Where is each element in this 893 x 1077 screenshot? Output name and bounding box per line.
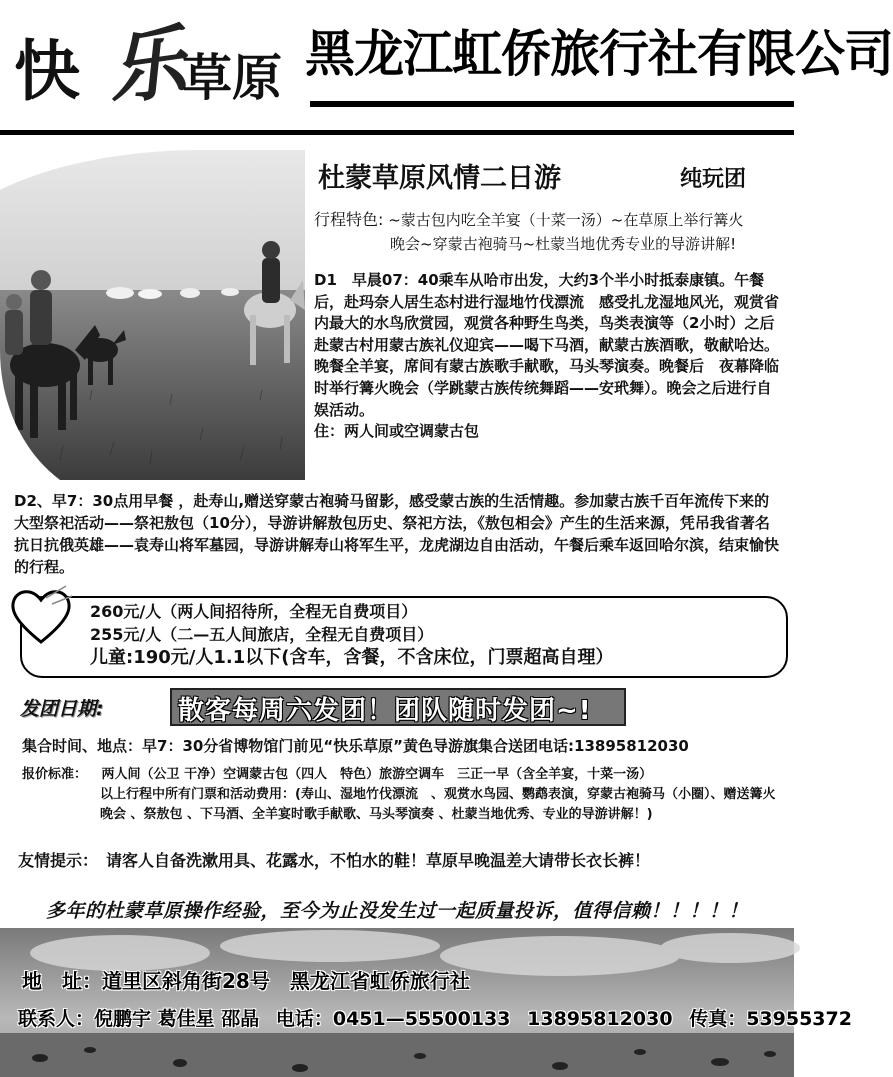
- footer-contact: [18, 1004, 862, 1031]
- contact-persons: 联系人：倪鹏宇 葛佳星 邵晶: [18, 1008, 260, 1030]
- logo-char-2: 乐: [100, 15, 191, 117]
- price-line: 260元/人（两人间招待所，全程无自费项目）: [90, 602, 418, 621]
- tour-title: 杜蒙草原风情二日游: [318, 163, 561, 194]
- price-standard-label: 报价标准：: [22, 767, 88, 782]
- contact-phone: 电话：0451—55500133: [275, 1008, 511, 1030]
- horse-riders-photo: [0, 150, 305, 480]
- price-list: [90, 600, 780, 669]
- header: [0, 0, 893, 135]
- price-line: 儿童:190元/人1.1以下(含车，含餐，不含床位，门票超高自理）: [90, 647, 614, 668]
- logo-char-3: 草原: [182, 49, 282, 107]
- slogan: 多年的杜蒙草原操作经验，至今为止没发生过一起质量投诉，值得信赖！！！！！: [46, 900, 749, 922]
- day-1-itinerary: [314, 270, 786, 443]
- heart-icon: [6, 580, 76, 650]
- features-line-1: ~蒙古包内吃全羊宴（十菜一汤）~在草原上举行篝火: [388, 211, 744, 229]
- departure-text: 散客每周六发团！团队随时发团~!: [178, 696, 592, 726]
- contact-mobile: 13895812030: [527, 1008, 673, 1030]
- day-2-itinerary: D2、早7：30点用早餐 ，赴寿山,赠送穿蒙古袍骑马留影，感受蒙古族的生活情趣。参加蒙古族千百年流传下来的大型祭祀活动——祭祀敖包（10分），导游讲解敖包历史、祭祀方法，《敖包相会》产生的生活来源，凭吊我省著名抗日抗俄英雄——袁寿山将军墓园，导游讲解寿山将军生平，龙虎湖边自由活动，午餐后乘车返回哈尔滨，结束愉快的行程。: [14, 492, 780, 576]
- departure-label: 发团日期:: [20, 698, 104, 720]
- header-bar: [310, 101, 794, 107]
- features-line-2: 晚会~穿蒙古袍骑马~杜蒙当地优秀专业的导游讲解!: [390, 235, 737, 253]
- price-standard: [22, 765, 782, 825]
- company-name: 黑龙江虹侨旅行社有限公司: [305, 25, 893, 83]
- header-divider: [0, 130, 794, 135]
- price-standard-line-2: 以上行程中所有门票和活动费用：(寿山、湿地竹伐漂流 、观赏水鸟园、鹦鹉表演，穿蒙古袍骑马（小圈）、赠送篝火晚会 、祭敖包 、下马酒、全羊宴时歌手献歌、马头琴演奏 、杜蒙当地优秀、专业的导游讲解！): [100, 787, 776, 822]
- logo-char-1: 快: [14, 32, 80, 110]
- friendly-tips: 友情提示： 请客人自备洗漱用具、花露水，不怕水的鞋！草原早晚温差大请带长衣长裤！: [18, 851, 651, 870]
- features-label: 行程特色:: [314, 210, 384, 229]
- tour-features: [314, 208, 790, 256]
- day-1-text: D1 早晨07：40乘车从哈市出发，大约3个半小时抵泰康镇。午餐后，赴玛奈人居生态村进行湿地竹伐漂流 感受扎龙湿地风光，观赏省内最大的水鸟欣赏园，观赏各种野生鸟类，鸟类表演等（2小时）之后赴蒙古村用蒙古族礼仪迎宾——喝下马酒，献蒙古族酒歌，敬献哈达。晚餐全羊宴，席间有蒙古族歌手献歌，马头琴演奏。晚餐后 夜幕降临时举行篝火晚会（学跳蒙古族传统舞蹈——安玳舞）。晚会之后进行自娱活动。: [314, 271, 780, 419]
- company-pinyin: HEILONGJIANGHONGQIAOLVXINGSHEYOUXIANGONGSI: [313, 84, 719, 99]
- grassland-footer-photo: [0, 928, 794, 1077]
- price-standard-line-1: 两人间（公卫 干净）空调蒙古包（四人 特色）旅游空调车 三正一早（含全羊宴，十菜一汤）: [101, 767, 653, 782]
- tour-tag: 纯玩团: [680, 166, 747, 192]
- day-1-stay: 住：两人间或空调蒙古包: [314, 422, 480, 441]
- brand-logo: [14, 10, 299, 120]
- price-line: 255元/人（二—五人间旅店，全程无自费项目）: [90, 625, 434, 644]
- footer-address: 地 址：道里区斜角街28号 黑龙江省虹侨旅行社: [22, 969, 470, 993]
- meeting-info: 集合时间、地点：早7：30分省博物馆门前见“快乐草原”黄色导游旗集合送团电话:13895812030: [22, 737, 689, 755]
- contact-fax: 传真：53955372: [689, 1008, 852, 1030]
